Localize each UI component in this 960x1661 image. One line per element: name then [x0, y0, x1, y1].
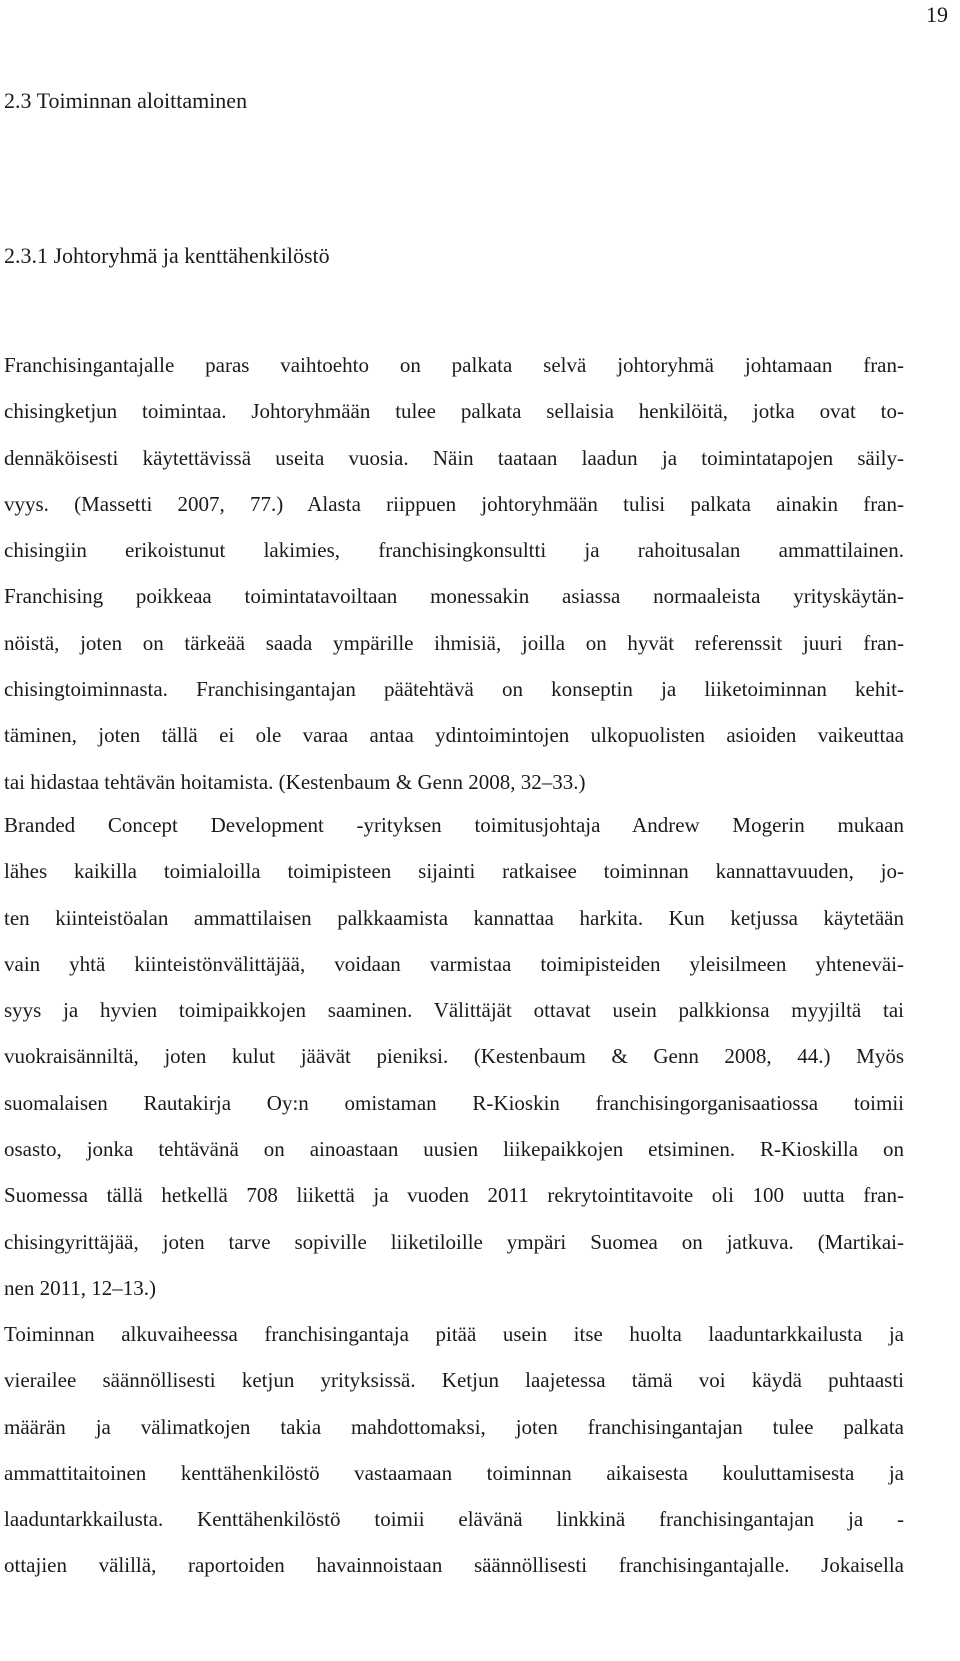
text-line: vuokraisänniltä, joten kulut jäävät pieniksi. (Kestenbaum & Genn 2008, 44.) Myös	[4, 1044, 904, 1069]
text-line: Franchisingantajalle paras vaihtoehto on palkata selvä johtoryhmä johtamaan fran-	[4, 353, 904, 377]
section-heading: 2.3 Toiminnan aloittaminen	[4, 88, 248, 113]
text-line: vierailee säännöllisesti ketjun yrityksissä. Ketjun laajetessa tämä voi käydä puhtaasti	[4, 1368, 904, 1393]
text-line: laaduntarkkailusta. Kenttähenkilöstö toimii elävänä linkkinä franchisingantajan ja -	[4, 1507, 904, 1532]
text-line: lähes kaikilla toimialoilla toimipisteen sijainti ratkaisee toiminnan kannattavuuden, jo-	[4, 859, 904, 884]
text-line: Suomessa tällä hetkellä 708 liikettä ja vuoden 2011 rekrytointitavoite oli 100 uutta fran-	[4, 1183, 904, 1208]
text-line: ottajien välillä, raportoiden havainnoistaan säännöllisesti franchisingantajalle. Jokaisella	[4, 1553, 904, 1578]
text-line: Branded Concept Development -yrityksen toimitusjohtaja Andrew Mogerin mukaan	[4, 813, 904, 837]
text-line: chisingyrittäjää, joten tarve sopiville liiketiloille ympäri Suomea on jatkuva. (Martikai-	[4, 1229, 904, 1254]
text-line: ammattitaitoinen kenttähenkilöstö vastaamaan toiminnan aikaisesta kouluttamisesta ja	[4, 1460, 904, 1485]
text-line: Toiminnan alkuvaiheessa franchisingantaja pitää usein itse huolta laaduntarkkailusta ja	[4, 1322, 904, 1346]
text-line: ten kiinteistöalan ammattilaisen palkkaamista kannattaa harkita. Kun ketjussa käytetään	[4, 905, 904, 930]
text-line: syys ja hyvien toimipaikkojen saaminen. Välittäjät ottavat usein palkkionsa myyjiltä tai	[4, 998, 904, 1023]
text-line: dennäköisesti käytettävissä useita vuosia. Näin taataan laadun ja toimintatapojen säily-	[4, 445, 904, 470]
text-line: tai hidastaa tehtävän hoitamista. (Kestenbaum & Genn 2008, 32–33.)	[4, 769, 586, 794]
text-line: suomalaisen Rautakirja Oy:n omistaman R-Kioskin franchisingorganisaatiossa toimii	[4, 1090, 904, 1115]
text-line: osasto, jonka tehtävänä on ainoastaan uusien liikepaikkojen etsiminen. R-Kioskilla on	[4, 1137, 904, 1162]
page-number: 19	[926, 2, 948, 27]
text-line: vain yhtä kiinteistönvälittäjää, voidaan varmistaa toimipisteiden yleisilmeen yhteneväi-	[4, 951, 904, 976]
paragraph-real-estate	[4, 802, 904, 1311]
text-line: chisingiin erikoistunut lakimies, franchisingkonsultti ja rahoitusalan ammattilainen.	[4, 538, 904, 563]
text-line: määrän ja välimatkojen takia mahdottomaksi, joten franchisingantajan tulee palkata	[4, 1414, 904, 1439]
subsection-heading: 2.3.1 Johtoryhmä ja kenttähenkilöstö	[4, 243, 330, 268]
paragraph-field-staff	[4, 1311, 904, 1589]
text-line: täminen, joten tällä ei ole varaa antaa ydintoimintojen ulkopuolisten asioiden vaikeuttaa	[4, 723, 904, 748]
text-line: nöistä, joten on tärkeää saada ympärille ihmisiä, joilla on hyvät referenssit juuri fran-	[4, 630, 904, 655]
text-line: vyys. (Massetti 2007, 77.) Alasta riippuen johtoryhmään tulisi palkata ainakin fran-	[4, 491, 904, 516]
paragraph-management-team	[4, 342, 904, 805]
text-line: chisingtoiminnasta. Franchisingantajan päätehtävä on konseptin ja liiketoiminnan kehit-	[4, 677, 904, 702]
text-line: nen 2011, 12–13.)	[4, 1275, 157, 1300]
text-line: Franchising poikkeaa toimintatavoiltaan monessakin asiassa normaaleista yrityskäytän-	[4, 584, 904, 609]
text-line: chisingketjun toimintaa. Johtoryhmään tulee palkata sellaisia henkilöitä, jotka ovat to-	[4, 399, 904, 424]
